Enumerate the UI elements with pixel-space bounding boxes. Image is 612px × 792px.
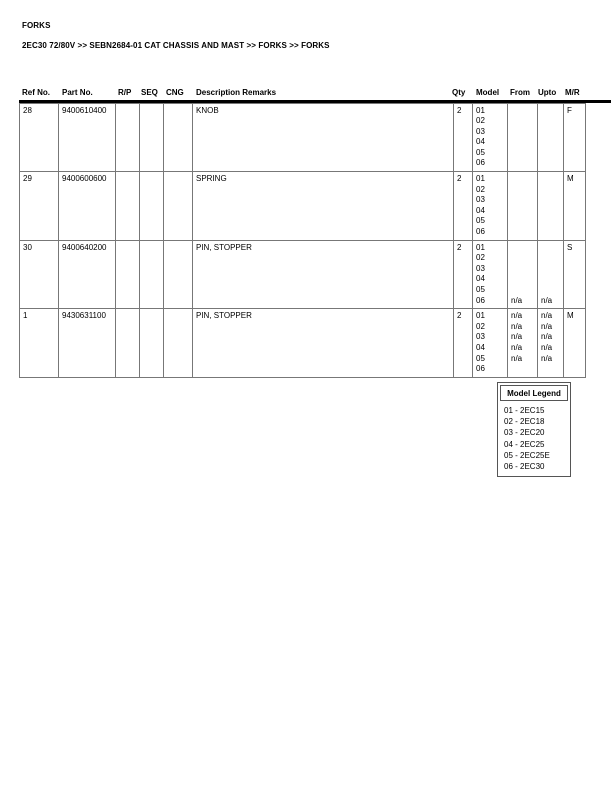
part-no-cell: 9400600600 — [59, 172, 116, 241]
mr-cell: F — [564, 103, 586, 172]
rp-cell — [116, 103, 140, 172]
cng-cell — [164, 103, 193, 172]
qty-cell: 2 — [454, 240, 473, 309]
mr-cell: M — [564, 172, 586, 241]
column-header-model: Model — [476, 88, 500, 97]
column-header-mr: M/R — [565, 88, 580, 97]
from-cell: n/a — [508, 240, 538, 309]
seq-cell — [140, 240, 164, 309]
from-cell — [508, 172, 538, 241]
upto-cell: n/a — [538, 240, 564, 309]
ref-no-cell: 30 — [20, 240, 59, 309]
qty-cell: 2 — [454, 309, 473, 378]
seq-cell — [140, 103, 164, 172]
ref-no-cell: 1 — [20, 309, 59, 378]
column-header-qty: Qty — [452, 88, 466, 97]
model-legend — [497, 382, 571, 477]
qty-cell: 2 — [454, 172, 473, 241]
upto-cell — [538, 103, 564, 172]
part-no-cell: 9430631100 — [59, 309, 116, 378]
upto-cell: n/a n/a n/a n/a n/a — [538, 309, 564, 378]
seq-cell — [140, 172, 164, 241]
breadcrumb: 2EC30 72/80V >> SEBN2684-01 CAT CHASSIS AND MAST >> FORKS >> FORKS — [22, 41, 330, 50]
rp-cell — [116, 172, 140, 241]
ref-no-cell: 29 — [20, 172, 59, 241]
from-cell — [508, 103, 538, 172]
table-row — [20, 172, 586, 241]
description-cell: SPRING — [193, 172, 454, 241]
page-title: FORKS — [22, 21, 51, 30]
column-header-rp: R/P — [118, 88, 132, 97]
column-header-seq: SEQ — [141, 88, 158, 97]
model-cell: 01 02 03 04 05 06 — [473, 172, 508, 241]
description-cell: PIN, STOPPER — [193, 309, 454, 378]
description-cell: KNOB — [193, 103, 454, 172]
model-cell: 01 02 03 04 05 06 — [473, 103, 508, 172]
table-row — [20, 309, 586, 378]
upto-cell — [538, 172, 564, 241]
from-cell: n/a n/a n/a n/a n/a — [508, 309, 538, 378]
ref-no-cell: 28 — [20, 103, 59, 172]
mr-cell: S — [564, 240, 586, 309]
description-cell: PIN, STOPPER — [193, 240, 454, 309]
column-header-from: From — [510, 88, 530, 97]
model-legend-title: Model Legend — [500, 385, 568, 401]
cng-cell — [164, 172, 193, 241]
column-header-ref-no: Ref No. — [22, 88, 50, 97]
part-no-cell: 9400610400 — [59, 103, 116, 172]
column-header-part-no: Part No. — [62, 88, 93, 97]
parts-table — [19, 103, 586, 378]
table-row — [20, 103, 586, 172]
model-cell: 01 02 03 04 05 06 — [473, 309, 508, 378]
column-header-cng: CNG — [166, 88, 184, 97]
model-cell: 01 02 03 04 05 06 — [473, 240, 508, 309]
rp-cell — [116, 240, 140, 309]
seq-cell — [140, 309, 164, 378]
rp-cell — [116, 309, 140, 378]
cng-cell — [164, 240, 193, 309]
mr-cell: M — [564, 309, 586, 378]
cng-cell — [164, 309, 193, 378]
column-header-description: Description Remarks — [196, 88, 277, 97]
qty-cell: 2 — [454, 103, 473, 172]
part-no-cell: 9400640200 — [59, 240, 116, 309]
column-header-upto: Upto — [538, 88, 557, 97]
table-row — [20, 240, 586, 309]
model-legend-items: 01 - 2EC15 02 - 2EC18 03 - 2EC20 04 - 2EC25 05 - 2EC25E 06 - 2EC30 — [504, 406, 550, 472]
